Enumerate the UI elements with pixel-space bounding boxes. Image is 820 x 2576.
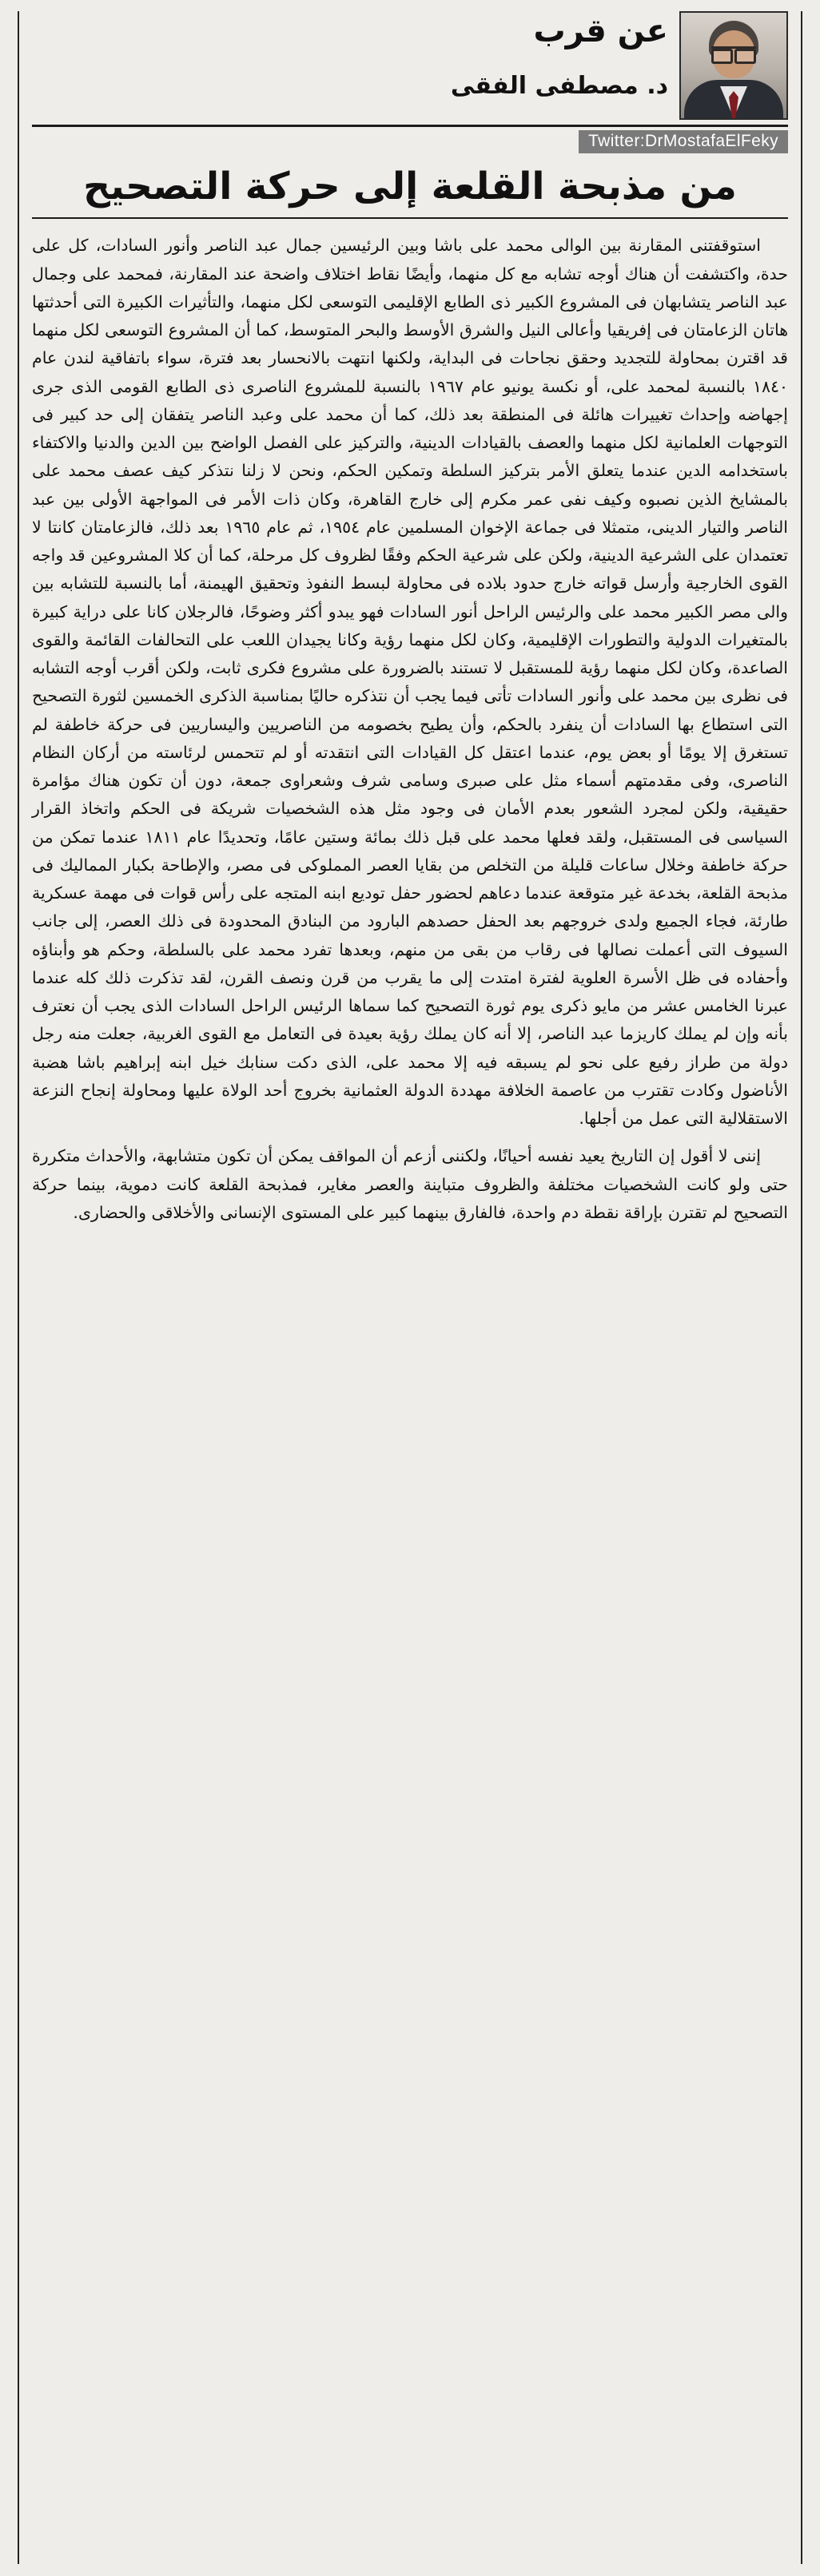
author-name: د. مصطفى الفقى — [450, 72, 668, 100]
article-paragraph: إننى لا أقول إن التاريخ يعيد نفسه أحيانًا، ولكننى أزعم أن المواقف يمكن أن تكون متشابهة، والأحداث متكررة حتى ولو كانت الشخصيات مختلفة والظروف متباينة والعصر مغاير، فمذبحة القلعة كانت دموية، بينما حركة التصحيح لم تقترن بإراقة نقطة دم واحدة، فالفارق بينهما كبير على المستوى الإنسانى والأخلاقى والحضارى. — [32, 1146, 788, 1222]
article-frame — [18, 11, 802, 2564]
twitter-bar — [32, 130, 788, 153]
masthead-text — [32, 11, 676, 108]
masthead — [32, 11, 788, 127]
headline-divider — [32, 217, 788, 219]
footer-spacer — [32, 1236, 788, 1243]
author-portrait — [679, 11, 788, 120]
column-title: عن قرب — [533, 13, 668, 50]
twitter-handle[interactable]: Twitter:DrMostafaElFeky — [579, 130, 788, 153]
article-body — [32, 232, 788, 1227]
glasses-icon — [711, 46, 756, 59]
article-paragraph: استوقفتنى المقارنة بين الوالى محمد على باشا وبين الرئيسين جمال عبد الناصر وأنور السادات، كل على حدة، واكتشفت أن هناك أوجه تشابه مع كل منهما، وأيضًا نقاط اختلاف واضحة عند المقارنة، فمحمد على وجمال عبد الناصر يتشابهان فى المشروع الكبير ذى الطابع الإقليمى التوسعى لكل منهما، والتأثيرات الكبيرة التى أحدثتها هاتان الزعامتان فى إفريقيا وأعالى النيل والشرق الأوسط والبحر المتوسط، كما أن المشروع التوسعى لكل منهما قد اقترن بمحاولة للتجديد وحقق نجاحات فى البداية، ولكنها انتهت بالانحسار بعد فترة، سواء باتفاقية لندن عام ١٨٤٠ بالنسبة لمحمد على، أو نكسة يونيو عام ١٩٦٧ بالنسبة للمشروع الناصرى ذى الطابع القومى الذى جرى إجهاضه وإحداث تغييرات هائلة فى المنطقة بعد ذلك، كما أن محمد على وعبد الناصر يتفقان إلى حد كبير فى التوجهات العلمانية لكل منهما والعصف بالقيادات الدينية، والتركيز على الفصل الواضح بين الدين والدنيا والاكتفاء باستخدامه الدين عندما يتعلق الأمر بتركيز السلطة وتمكين الحكم، ونحن لا زلنا نتذكر كيف عصف محمد على بالمشايخ الذين نصبوه وكيف نفى عمر مكرم إلى خارج القاهرة، وكان ذات الأمر فى المواجهة الأولى بين عبد الناصر والتيار الدينى، متمثلا فى جماعة الإخوان المسلمين عام ١٩٥٤، ثم عام ١٩٦٥ بعد ذلك، فالزعامتان كانتا لا تعتمدان على الشرعية الدينية، ولكن على شرعية الحكم وفقًا لظروف كل مرحلة، كما أن كلا المشروعين قد واجه القوى الخارجية وأرسل قواته خارج حدود بلاده فى محاولة لبسط النفوذ وتحقيق الهيمنة، أما بالنسبة للتشابه بين والى مصر الكبير محمد على والرئيس الراحل أنور السادات فهو يبدو أكثر وضوحًا، فالرجلان كانا على دراية كبيرة بالمتغيرات الدولية والتطورات الإقليمية، وكان لكل منهما رؤية وكانا يجيدان اللعب على التحالفات القائمة والقوى الصاعدة، وكان لكل منهما رؤية للمستقبل لا تستند بالضرورة على مشروع فكرى ثابت، ولكن أقرب أوجه التشابه فى نظرى بين محمد على وأنور السادات تأتى فيما يجب أن نتذكره حاليًا بمناسبة الذكرى الخمسين لثورة التصحيح التى استطاع بها السادات أن ينفرد بالحكم، وأن يطيح بخصومه من الناصريين واليساريين فى حركة خاطفة لم تستغرق إلا يومًا أو بعض يوم، عندما اعتقل كل القيادات التى انتقدته أو لم تتحمس لرئاسته من أركان النظام الناصرى، وفى مقدمتهم أسماء مثل على صبرى وسامى شرف وشعراوى جمعة، دون أن تكون هناك مؤامرة حقيقية، ولكن لمجرد الشعور بعدم الأمان فى وجود مثل هذه الشخصيات شريكة فى الحكم واتخاذ القرار السياسى فى المستقبل، ولقد فعلها محمد على قبل ذلك بمائة وستين عامًا، وتحديدًا عام ١٨١١ عندما تمكن من حركة خاطفة وخلال ساعات قليلة من التخلص من بقايا العصر المملوكى فى مصر، والإطاحة بكبار المماليك فى مذبحة القلعة، بخدعة غير متوقعة عندما دعاهم لحضور حفل توديع ابنه المتجه على رأس قوات فى مهمة عسكرية طارئة، فجاء الجميع ولدى خروجهم بعد الحفل حصدهم البارود من البنادق المحدودة فى ذلك العصر، إلى جانب السيوف التى أعملت نصالها فى رقاب من بقى من منهم، وبعدها تفرد محمد على بالسلطة، وحكم هو وأبناؤه وأحفاده فى ظل الأسرة العلوية لفترة امتدت إلى ما يقرب من قرن ونصف القرن، لقد تذكرت ذلك كله عندما عبرنا الخامس عشر من مايو ذكرى يوم ثورة التصحيح كما سماها الرئيس الراحل السادات الذى يجب أن نعترف بأنه وإن لم يملك كاريزما عبد الناصر، إلا أنه كان يملك رؤية بعيدة فى التعامل مع القوى الغربية، جعلت منه رجل دولة من طراز رفيع على نحو لم يسبقه فيه إلا محمد على، الذى دكت سنابك خيل ابنه إبراهيم باشا هضبة الأناضول وكادت تقترب من عاصمة الخلافة مهددة الدولة العثمانية بخروج أحد الولاة عليها ومحاولة إنجاح النزعة الاستقلالية التى عمل من أجلها. — [32, 236, 789, 1129]
article-headline: من مذبحة القلعة إلى حركة التصحيح — [83, 165, 737, 208]
